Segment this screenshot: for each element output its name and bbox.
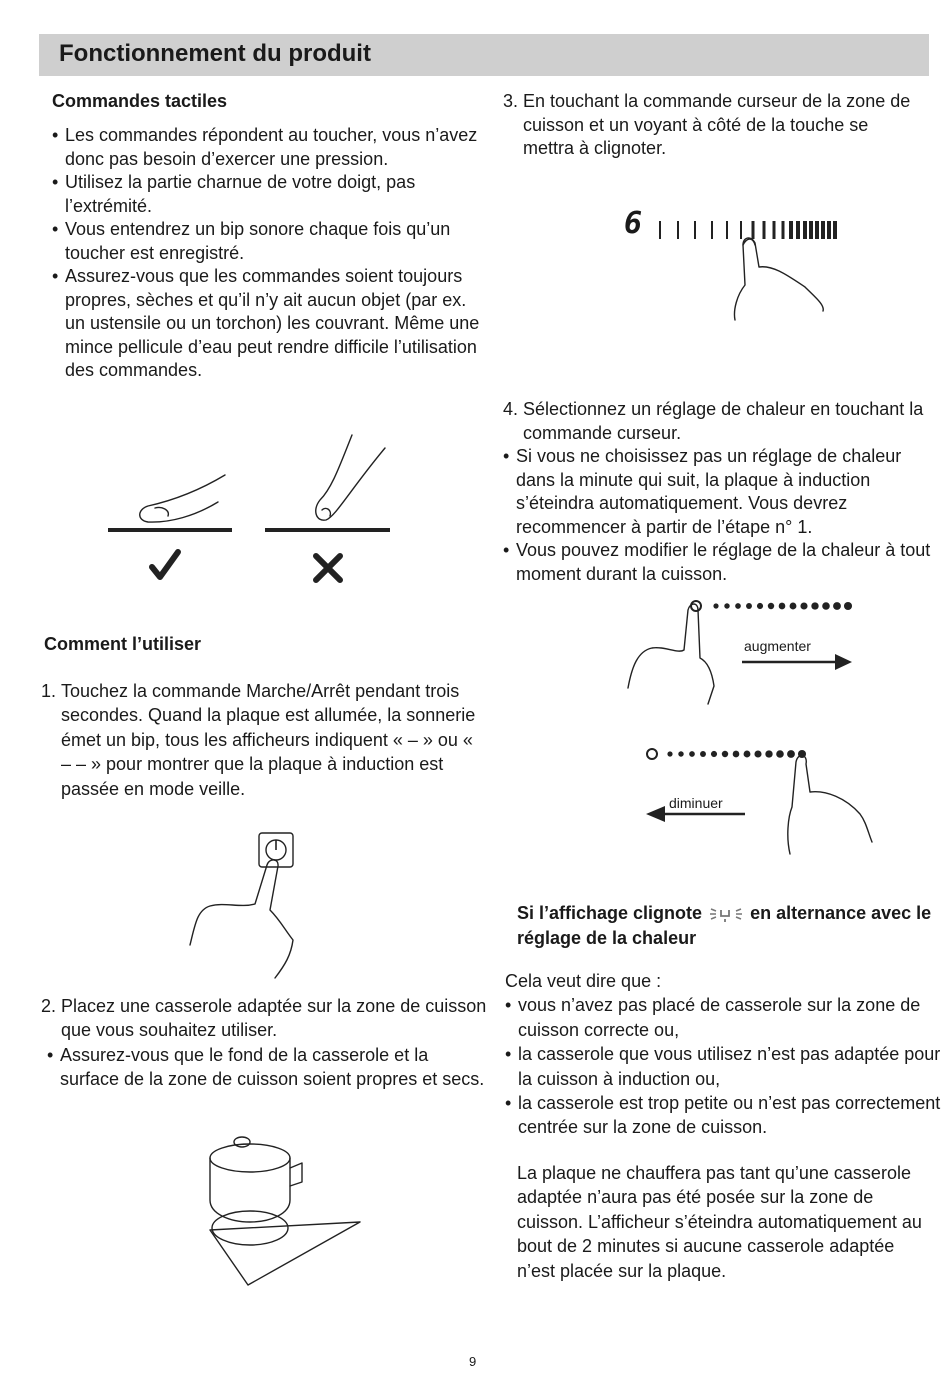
slider-dot <box>711 751 717 757</box>
list-item: • la casserole est trop petite ou n’est pas correctement centrée sur la zone de cuisson. <box>505 1091 945 1140</box>
touch-controls-list <box>52 124 482 383</box>
list-item: • vous n’avez pas placé de casserole sur la zone de cuisson correcte ou, <box>505 993 945 1042</box>
list-item: • Vous pouvez modifier le réglage de la chaleur à tout moment durant la cuisson. <box>503 539 933 586</box>
step-number: 3. <box>503 91 519 111</box>
slider-ticks <box>660 221 835 239</box>
slider-dot <box>765 750 772 757</box>
slider-dot <box>733 751 740 758</box>
slider-dot <box>713 603 718 608</box>
fingertip-drawing <box>316 435 385 520</box>
slider-dot <box>724 603 729 608</box>
hand-drawing <box>190 860 293 978</box>
slider-dot <box>689 751 695 757</box>
pan-on-hob-illustration <box>200 1130 370 1290</box>
step-2 <box>41 994 489 1092</box>
slider-dot <box>746 603 752 609</box>
slider-dot <box>735 603 741 609</box>
step-1 <box>41 679 486 801</box>
slider-dot <box>757 603 763 609</box>
means-intro: Cela veut dire que : <box>505 971 662 991</box>
hand-drawing <box>628 604 714 704</box>
pan-lid <box>210 1144 290 1172</box>
slider-start-dot <box>691 601 701 611</box>
slider-dot <box>678 751 683 756</box>
step-2-text: Placez une casserole adaptée sur la zone de cuisson que vous souhaitez utiliser. <box>61 996 487 1041</box>
means-section <box>505 969 945 1140</box>
slider-dot <box>822 602 830 610</box>
pan-missing-blink-icon <box>707 904 745 924</box>
check-icon <box>152 552 178 577</box>
pointing-hand-drawing <box>734 238 823 320</box>
page-title: Fonctionnement du produit <box>59 40 371 67</box>
arrow-right-icon <box>835 654 852 670</box>
slider-touch-illustration <box>655 215 855 345</box>
increase-label: augmenter <box>744 638 811 654</box>
slider-dot <box>722 751 728 757</box>
pan-handle <box>290 1163 302 1186</box>
list-item: • Vous entendrez un bip sonore chaque fois qu’un toucher est enregistré. <box>52 218 482 265</box>
closing-paragraph: La plaque ne chauffera pas tant qu’une casserole adaptée n’aura pas été posée sur la zone de cuisson. L’afficheur s’éteindra automatiquement au bout de 2 minutes si aucune casserole adaptée n’est placée sur la plaque. <box>517 1163 922 1281</box>
page-number: 9 <box>469 1354 477 1369</box>
slider-dot <box>776 750 784 758</box>
slider-dots-increase <box>713 602 852 610</box>
list-item: • Si vous ne choisissez pas un réglage de chaleur dans la minute qui suit, la plaque à induction s’éteindra automatiquement. Vous devrez recommencer à partir de l’étape n° 1. <box>503 445 933 539</box>
slider-dot <box>744 751 751 758</box>
slider-dot <box>768 603 774 609</box>
slider-dot <box>800 602 807 609</box>
slider-dot <box>811 602 818 609</box>
list-item: • Utilisez la partie charnue de votre doigt, pas l’extrémité. <box>52 171 482 218</box>
slider-dot <box>667 751 672 756</box>
blink-heading: Si l’affichage clignote en alternance avec le réglage de la chaleur <box>517 903 932 948</box>
step-3 <box>503 90 923 161</box>
slider-dot <box>779 603 786 610</box>
list-item: • la casserole que vous utilisez n’est pas adaptée pour la cuisson à induction ou, <box>505 1042 945 1091</box>
decrease-label: diminuer <box>669 795 723 811</box>
slider-dot <box>754 750 761 757</box>
list-item: • Les commandes répondent au toucher, vous n’avez donc pas besoin d’exercer une pression. <box>52 124 482 171</box>
how-to-use-heading: Comment l’utiliser <box>44 634 202 654</box>
hand-drawing <box>788 755 872 854</box>
step-number: 1. <box>41 681 57 701</box>
arrow-left-icon <box>646 806 665 822</box>
list-item: • Assurez-vous que les commandes soient toujours propres, sèches et qu’il n’y ait aucun objet (par ex. un ustensile ou un torchon) les couvrant. Même une mince pellicule d’eau peut rendre difficile l’utilisation des commandes. <box>52 265 482 383</box>
slider-start-dot <box>647 749 657 759</box>
finger-touch-illustration <box>100 430 400 590</box>
slider-dots-decrease <box>667 750 806 758</box>
step-4 <box>503 398 933 586</box>
cross-icon <box>316 556 340 580</box>
flat-finger-drawing <box>140 475 225 522</box>
slider-dot <box>844 602 852 610</box>
step-number: 4. <box>503 399 519 419</box>
slider-dot <box>787 750 795 758</box>
hob-surface <box>210 1222 360 1285</box>
step-1-text: Touchez la commande Marche/Arrêt pendant trois secondes. Quand la plaque est allumée, la sonnerie émet un bip, tous les afficheurs indiquent « – » ou « – – » pour montrer que la plaque à induction est passée en mode veille. <box>61 681 476 799</box>
step-3-text: En touchant la commande curseur de la zone de cuisson et un voyant à côté de la touche se mettra à clignoter. <box>523 91 911 158</box>
step-4-text: Sélectionnez un réglage de chaleur en touchant la commande curseur. <box>523 399 924 443</box>
step-number: 2. <box>41 996 57 1016</box>
lid-knob <box>234 1137 250 1147</box>
power-touch-illustration <box>185 830 315 980</box>
list-item: • Assurez-vous que le fond de la casserole et la surface de la zone de cuisson soient propres et secs. <box>47 1043 489 1092</box>
slider-dot <box>790 603 797 610</box>
touch-controls-heading: Commandes tactiles <box>52 91 228 111</box>
slider-dot <box>700 751 706 757</box>
display-digit: 6 <box>624 206 643 241</box>
slider-dot <box>833 602 841 610</box>
